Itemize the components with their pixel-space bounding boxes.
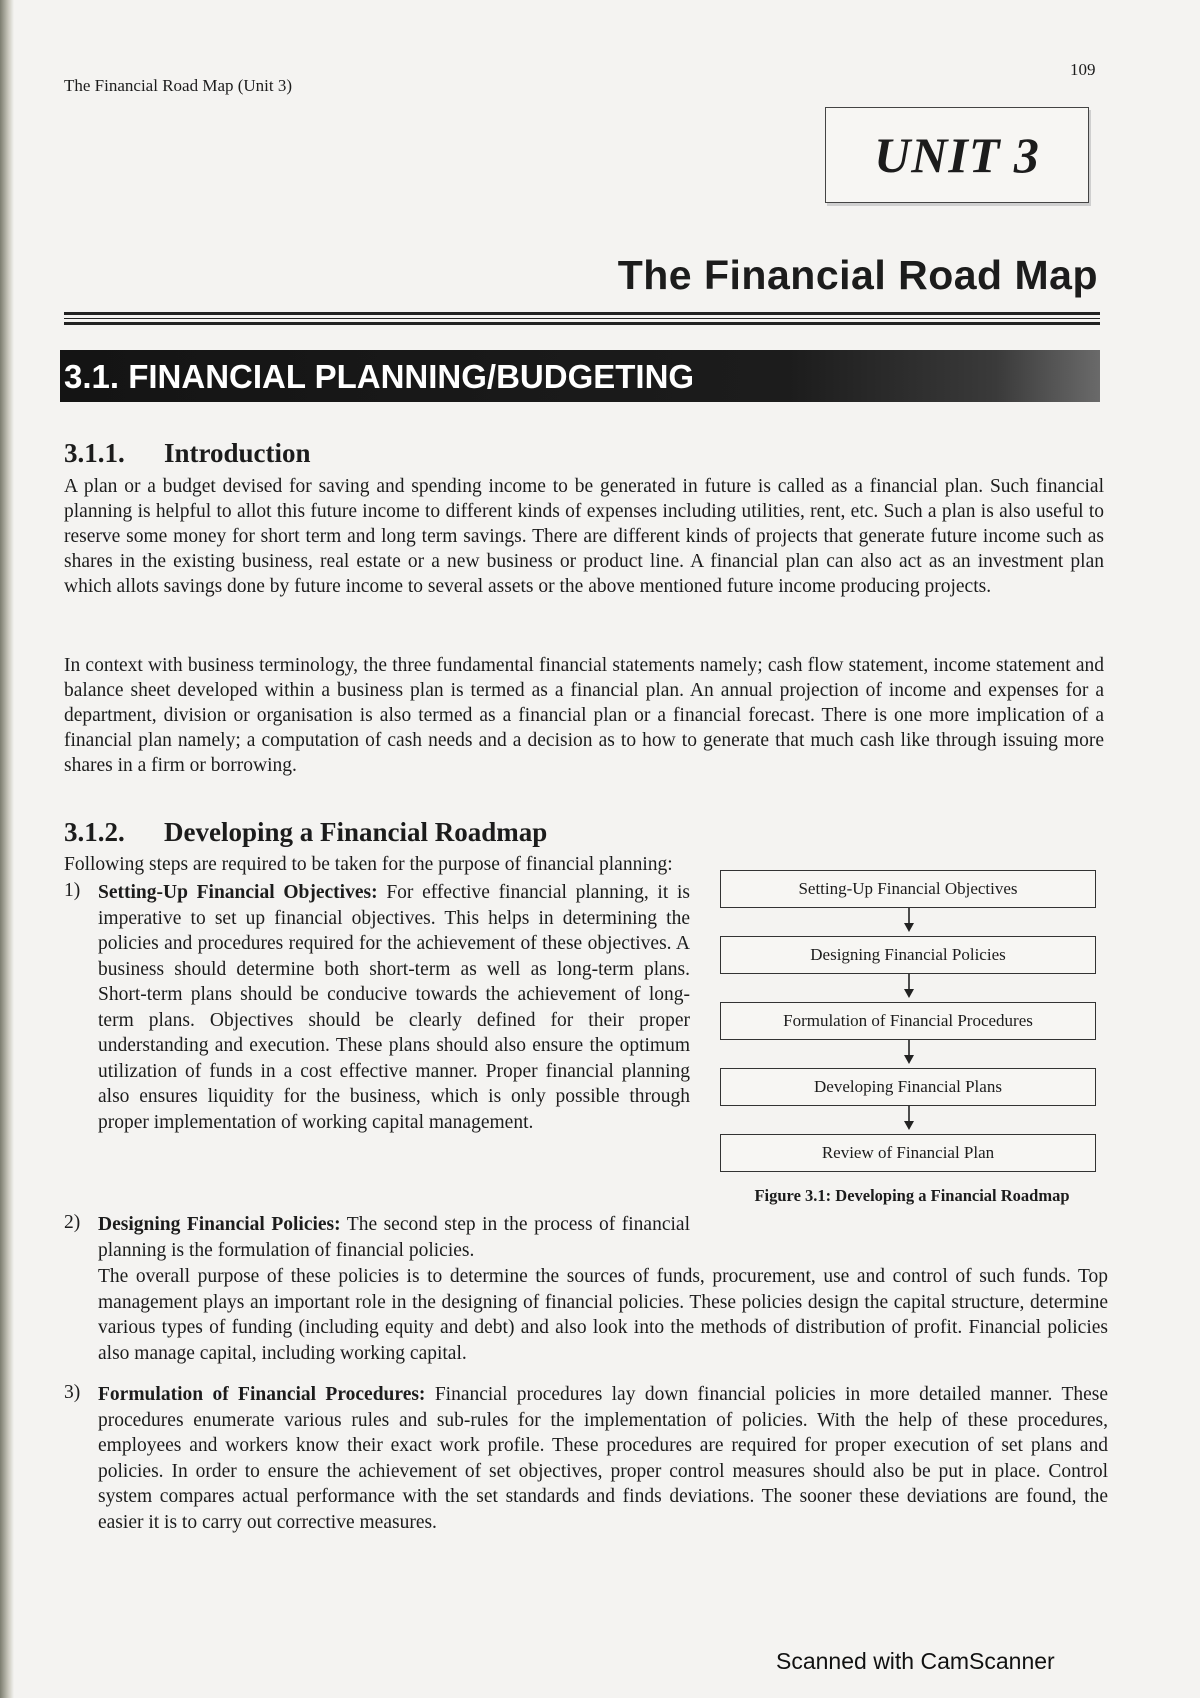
step-2-title: Designing Financial Policies: [98, 1214, 341, 1235]
flow-box-review: Review of Financial Plan [720, 1134, 1096, 1172]
subheading-number: 3.1.2. [64, 817, 125, 847]
flow-arrow-3 [903, 1040, 915, 1065]
step-1-title: Setting-Up Financial Objectives: [98, 882, 378, 903]
subheading-introduction [64, 438, 311, 469]
flow-box-objectives: Setting-Up Financial Objectives [720, 870, 1096, 908]
intro-paragraph-1: A plan or a budget devised for saving and spending income to be generated in future is called as a financial plan. Such financial planning is helpful to allot this future income to different kinds of expenses including utilities, rent, etc. Such a plan is also useful to reserve some money for short term and long term savings. There are different kinds of projects that generate future income such as shares in the existing business, real estate or a new business or product line. A financial plan can also act as an investment plan which allots savings done by future income to several assets or the above mentioned future income producing projects. [64, 476, 1104, 597]
unit-label-box [825, 107, 1089, 203]
subheading-roadmap [64, 817, 547, 848]
step-3-body: Financial procedures lay down financial policies in more detailed manner. These procedures enumerate various rules and sub-rules for the implementation of policies. With the help of these procedures, employees and workers know their exact work profile. These procedures are required for proper execution of set plans and policies. In order to ensure the achievement of set objectives, proper control measures should also be put in place. Control system compares actual performance with the set standards and finds deviations. The sooner these deviations are found, the easier it is to carry out corrective measures. [98, 1384, 1109, 1533]
title-rule-middle [64, 318, 1100, 319]
subheading-title: Introduction [164, 438, 311, 468]
figure-caption: Figure 3.1: Developing a Financial Roadmap [754, 1186, 1070, 1205]
step-3-number: 3) [64, 1382, 81, 1403]
step-3-text [98, 1382, 1108, 1535]
page-number: 109 [1070, 60, 1096, 79]
flow-box-plans: Developing Financial Plans [720, 1068, 1096, 1106]
scanner-watermark: Scanned with CamScanner [776, 1648, 1055, 1674]
roadmap-lead-in: Following steps are required to be taken for the purpose of financial planning: [64, 854, 673, 875]
title-rule-top [64, 312, 1100, 315]
step-1-text [98, 880, 690, 1135]
title-rule-bottom [64, 322, 1100, 325]
intro-paragraph-2: In context with business terminology, the three fundamental financial statements namely; cash flow statement, income statement and balance sheet developed within a business plan is termed as a financial plan. An annual projection of income and expenses for a department, division or organisation is also termed as a financial plan or a financial forecast. There is one more implication of a financial plan namely; a computation of cash needs and a decision as to how to generate that much cash like through issuing more shares in a firm or borrowing. [64, 655, 1104, 776]
subheading-number: 3.1.1. [64, 438, 125, 468]
flow-arrow-1 [903, 908, 915, 933]
step-2-text-narrow [98, 1212, 690, 1263]
step-2-body-narrow: The second step in the process of financial planning is the formulation of financial policies. [98, 1214, 690, 1261]
step-1-body: For effective financial planning, it is imperative to set up financial objectives. This helps in determining the policies and procedures required for the achievement of these objectives. A business should determine both short-term as well as long-term plans. Short-term plans should be conducive towards the achievement of long-term plans. Objectives should be clearly defined for their proper understanding and execution. These plans should also ensure the optimum utilization of funds in a cost effective manner. Proper financial planning also ensures liquidity for the business, which is only possible through proper implementation of working capital management. [98, 882, 690, 1133]
chapter-title: The Financial Road Map [617, 252, 1098, 298]
flow-box-policies: Designing Financial Policies [720, 936, 1096, 974]
step-2-number: 2) [64, 1212, 81, 1233]
unit-label: UNIT 3 [874, 127, 1040, 183]
flow-arrow-2 [903, 974, 915, 999]
flow-arrow-4 [903, 1106, 915, 1131]
step-2-body-wide: The overall purpose of these policies is to determine the sources of funds, procurement, use and control of such funds. Top management plays an important role in the designing of financial policies. These policies design the capital structure, determine various types of funding (including equity and debt) and also look into the methods of distribution of profit. Financial policies also manage capital, including working capital. [98, 1266, 1108, 1364]
running-header: The Financial Road Map (Unit 3) [64, 76, 293, 95]
step-3-title: Formulation of Financial Procedures: [98, 1384, 426, 1405]
step-1-number: 1) [64, 880, 81, 901]
section-heading: 3.1. FINANCIAL PLANNING/BUDGETING [64, 358, 695, 395]
flow-box-procedures: Formulation of Financial Procedures [720, 1002, 1096, 1040]
subheading-title: Developing a Financial Roadmap [164, 817, 548, 847]
